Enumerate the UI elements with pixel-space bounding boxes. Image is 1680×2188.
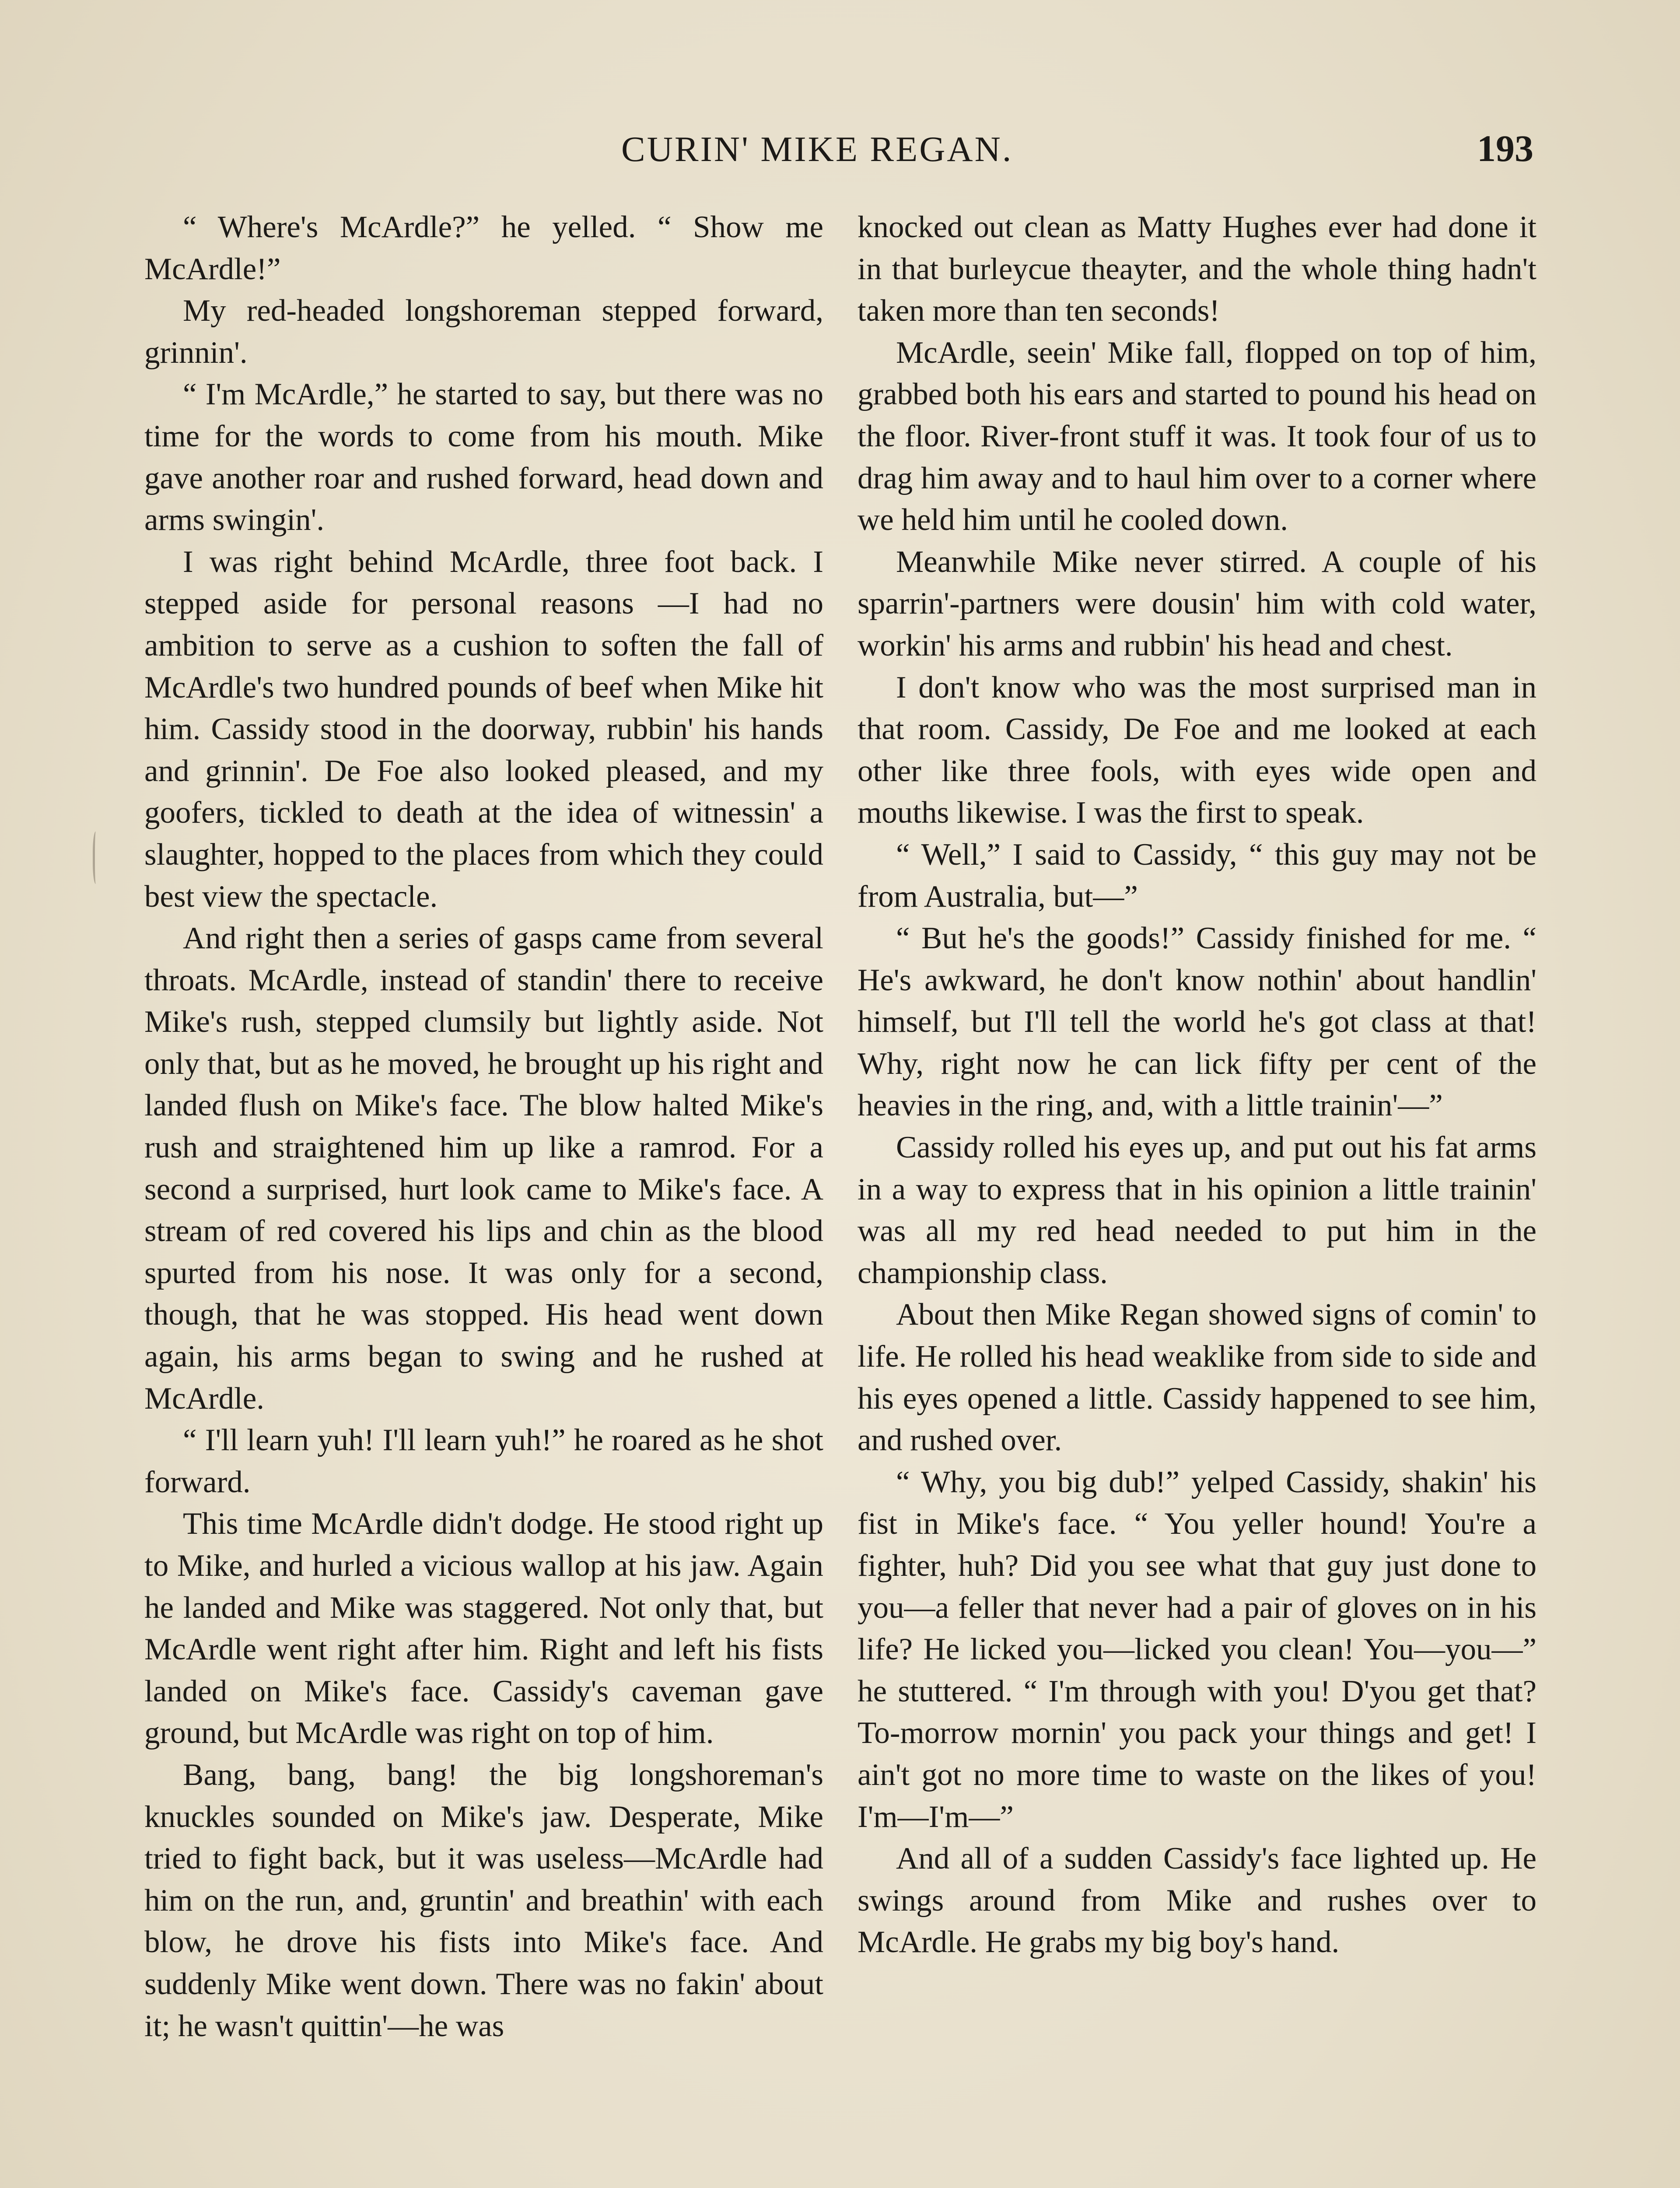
paragraph: “ But he's the goods!” Cassidy finished for me. “ He's awkward, he don't know nothin' about handlin' himself, but I'll tell the world he's got class at that! Why, right now he can lick fifty per cent of the heavies in the ring, and, with a little trainin'—” xyxy=(858,921,1536,1123)
paragraph: “ Why, you big dub!” yelped Cassidy, shakin' his fist in Mike's face. “ You yeller hound! You're a fighter, huh? Did you see what that guy just done to you—a feller that never had a pair of gloves on in his life? He licked you—licked you clean! You—you—” he stuttered. “ I'm through with you! D'you get that? To-morrow mornin' you pack your things and get! I ain't got no more time to waste on the likes of you! I'm—I'm—” xyxy=(858,1465,1536,1834)
paragraph: And right then a series of gasps came from several throats. McArdle, instead of standin' there to receive Mike's rush, stepped clumsily but lightly aside. Not only that, but as he moved, he brought up his right and landed flush on Mike's face. The blow halted Mike's rush and straightened him up like a ramrod. For a second a surprised, hurt look came to Mike's face. A stream of red covered his lips and chin as the blood spurted from his nose. It was only for a second, though, that he was stopped. His head went down again, his arms began to swing and he rushed at McArdle. xyxy=(144,921,823,1416)
paragraph: This time McArdle didn't dodge. He stood right up to Mike, and hurled a vicious wallop at his jaw. Again he landed and Mike was staggered. Not only that, but McArdle went right after him. Right and left his fists landed on Mike's face. Cassidy's caveman gave ground, but McArdle was right on top of him. xyxy=(144,1507,823,1750)
paragraph: “ Where's McArdle?” he yelled. “ Show me McArdle!” xyxy=(144,210,823,286)
page-smudge xyxy=(93,831,100,884)
paragraph: Cassidy rolled his eyes up, and put out his fat arms in a way to express that in his opinion a little trainin' was all my red head needed to put him in the championship class. xyxy=(858,1130,1536,1290)
paragraph-continued: knocked out clean as Matty Hughes ever had done it in that burleycue theayter, and the whole thing hadn't taken more than ten seconds! xyxy=(858,210,1536,328)
paragraph: Meanwhile Mike never stirred. A couple of his sparrin'-partners were dousin' him with cold water, workin' his arms and rubbin' his head and chest. xyxy=(858,544,1536,663)
paragraph: My red-headed longshoreman stepped forward, grinnin'. xyxy=(144,294,823,370)
paragraph: McArdle, seein' Mike fall, flopped on top of him, grabbed both his ears and started to pound his head on the floor. River-front stuff it was. It took four of us to drag him away and to haul him over to a corner where we held him until he cooled down. xyxy=(858,335,1536,537)
left-text-column xyxy=(144,207,823,2047)
paragraph: About then Mike Regan showed signs of comin' to life. He rolled his head weaklike from side to side and his eyes opened a little. Cassidy happened to see him, and rushed over. xyxy=(858,1297,1536,1458)
paragraph: I don't know who was the most surprised man in that room. Cassidy, De Foe and me looked at each other like three fools, with eyes wide open and mouths likewise. I was the first to speak. xyxy=(858,670,1536,830)
right-text-column xyxy=(858,207,1536,1964)
paragraph: And all of a sudden Cassidy's face lighted up. He swings around from Mike and rushes over to McArdle. He grabs my big boy's hand. xyxy=(858,1841,1536,1960)
paragraph: “ Well,” I said to Cassidy, “ this guy may not be from Australia, but—” xyxy=(858,837,1536,914)
paragraph: I was right behind McArdle, three foot back. I stepped aside for personal reasons —I had no ambition to serve as a cushion to soften the fall of McArdle's two hundred pounds of beef when Mike hit him. Cassidy stood in the doorway, rubbin' his hands and grinnin'. De Foe also looked pleased, and my goofers, tickled to death at the idea of witnessin' a slaughter, hopped to the places from which they could best view the spectacle. xyxy=(144,544,823,914)
paragraph: Bang, bang, bang! the big longshoreman's knuckles sounded on Mike's jaw. Desperate, Mike tried to fight back, but it was useless—McArdle had him on the run, and, gruntin' and breathin' with each blow, he drove his fists into Mike's face. And suddenly Mike went down. There was no fakin' about it; he wasn't quittin'—he was xyxy=(144,1757,823,2043)
paragraph: “ I'm McArdle,” he started to say, but there was no time for the words to come from his mouth. Mike gave another roar and rushed forward, head down and arms swingin'. xyxy=(144,377,823,537)
paragraph: “ I'll learn yuh! I'll learn yuh!” he roared as he shot forward. xyxy=(144,1423,823,1499)
page-number: 193 xyxy=(1477,127,1533,169)
running-title: CURIN' MIKE REGAN. xyxy=(621,129,1013,169)
